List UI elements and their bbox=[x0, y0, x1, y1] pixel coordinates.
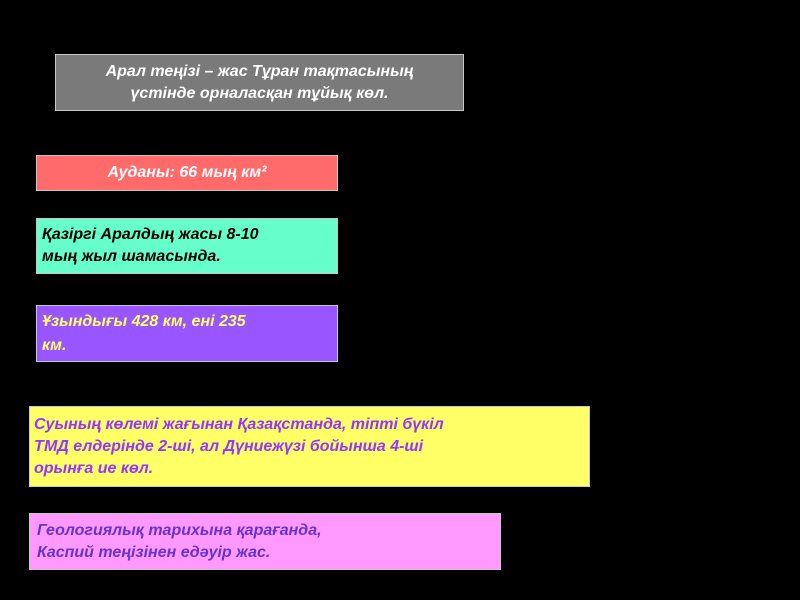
size-line-1: Ұзындығы 428 км, ені 235 bbox=[42, 312, 246, 330]
title-box bbox=[55, 54, 464, 111]
age-line-1: Қазіргі Аралдың жасы 8-10 bbox=[42, 226, 259, 243]
volume-line-2: ТМД елдерінде 2-ші, ал Дүниежүзі бойынша 4-ші bbox=[34, 437, 424, 455]
title-line-1: Арал теңізі – жас Тұран тақтасының bbox=[105, 62, 414, 80]
geology-line-1: Геологиялық тарихына қарағанда, bbox=[37, 521, 322, 539]
size-line-2: км. bbox=[42, 336, 67, 354]
title-line-2: үстінде орналасқан тұйық көл. bbox=[130, 84, 389, 102]
age-line-2: мың жыл шамасында. bbox=[42, 248, 221, 265]
age-box bbox=[36, 218, 338, 274]
size-box bbox=[36, 305, 338, 362]
geology-line-2: Каспий теңізінен едәуір жас. bbox=[37, 543, 271, 561]
volume-line-1: Суының көлемі жағынан Қазақстанда, тіпті бүкіл bbox=[34, 415, 444, 433]
volume-line-3: орынға ие көл. bbox=[34, 459, 154, 477]
area-box bbox=[36, 155, 338, 191]
geology-box bbox=[29, 513, 501, 570]
volume-box bbox=[29, 406, 590, 487]
area-text: Ауданы: 66 мың км² bbox=[107, 164, 267, 181]
